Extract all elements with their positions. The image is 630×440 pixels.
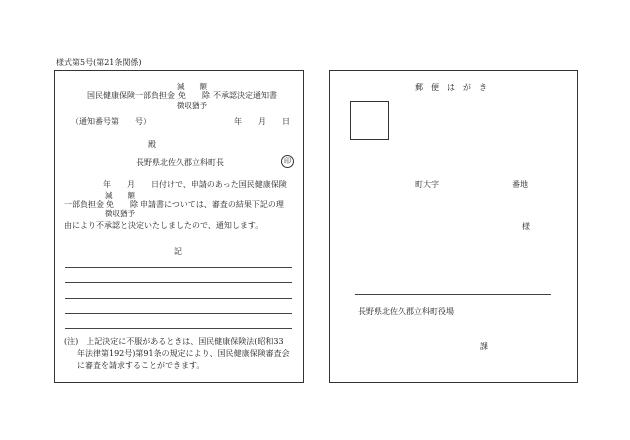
note-line-1: (注) 上記決定に不服があるときは、国民健康保険法(昭和33 <box>64 337 284 346</box>
official-seal: 印 <box>281 155 294 168</box>
reason-line <box>65 282 292 283</box>
title-option-exemption: 免 除 <box>178 91 210 100</box>
ki-heading: 記 <box>174 247 182 256</box>
note-line-3: に審査を請求することができます。 <box>77 361 205 370</box>
postcard-panel <box>329 70 578 383</box>
address-rule <box>355 294 551 295</box>
note-line-2: 年法律第192号)第91条の規定により、国民健康保険審査会 <box>77 349 290 358</box>
addressee-suffix: 殿 <box>148 140 156 149</box>
notice-number: （通知番号第 号） <box>71 117 151 126</box>
town-label: 町大字 <box>415 180 439 189</box>
banchi-label: 番地 <box>512 180 528 189</box>
stamp-box <box>350 101 389 140</box>
ka-label: 課 <box>480 342 488 351</box>
body-option-exemption: 免 除 <box>106 200 138 209</box>
reason-line <box>65 298 292 299</box>
sama-label: 様 <box>522 222 530 231</box>
reason-line <box>65 328 292 329</box>
body-line-2-prefix: 一部負担金 <box>64 200 104 209</box>
form-number: 様式第5号(第21条関係) <box>56 58 142 67</box>
title-option-reduction: 減 額 <box>177 82 207 91</box>
body-option-reduction: 減 額 <box>105 191 135 200</box>
body-option-deferral: 徴収猶予 <box>105 209 135 218</box>
body-line-1: 年 月 日付けで、申請のあった国民健康保険 <box>103 180 287 189</box>
postcard-title: 郵 便 は が き <box>415 83 487 92</box>
office-name: 長野県北佐久郡立科町役場 <box>358 307 454 316</box>
title-option-deferral: 徴収猶予 <box>177 101 207 110</box>
reason-line <box>65 313 292 314</box>
sender-name: 長野県北佐久郡立科町長 <box>136 158 224 167</box>
title-prefix: 国民健康保険一部負担金 <box>87 91 175 100</box>
issue-date: 年 月 日 <box>234 117 290 126</box>
notice-panel <box>54 70 304 383</box>
title-suffix: 不承認決定通知書 <box>213 91 277 100</box>
body-line-2-suffix: 申請書については、審査の結果下記の理 <box>140 200 284 209</box>
body-line-3: 由により不承認と決定いたしましたので、通知します。 <box>64 221 264 230</box>
reason-line <box>65 267 292 268</box>
